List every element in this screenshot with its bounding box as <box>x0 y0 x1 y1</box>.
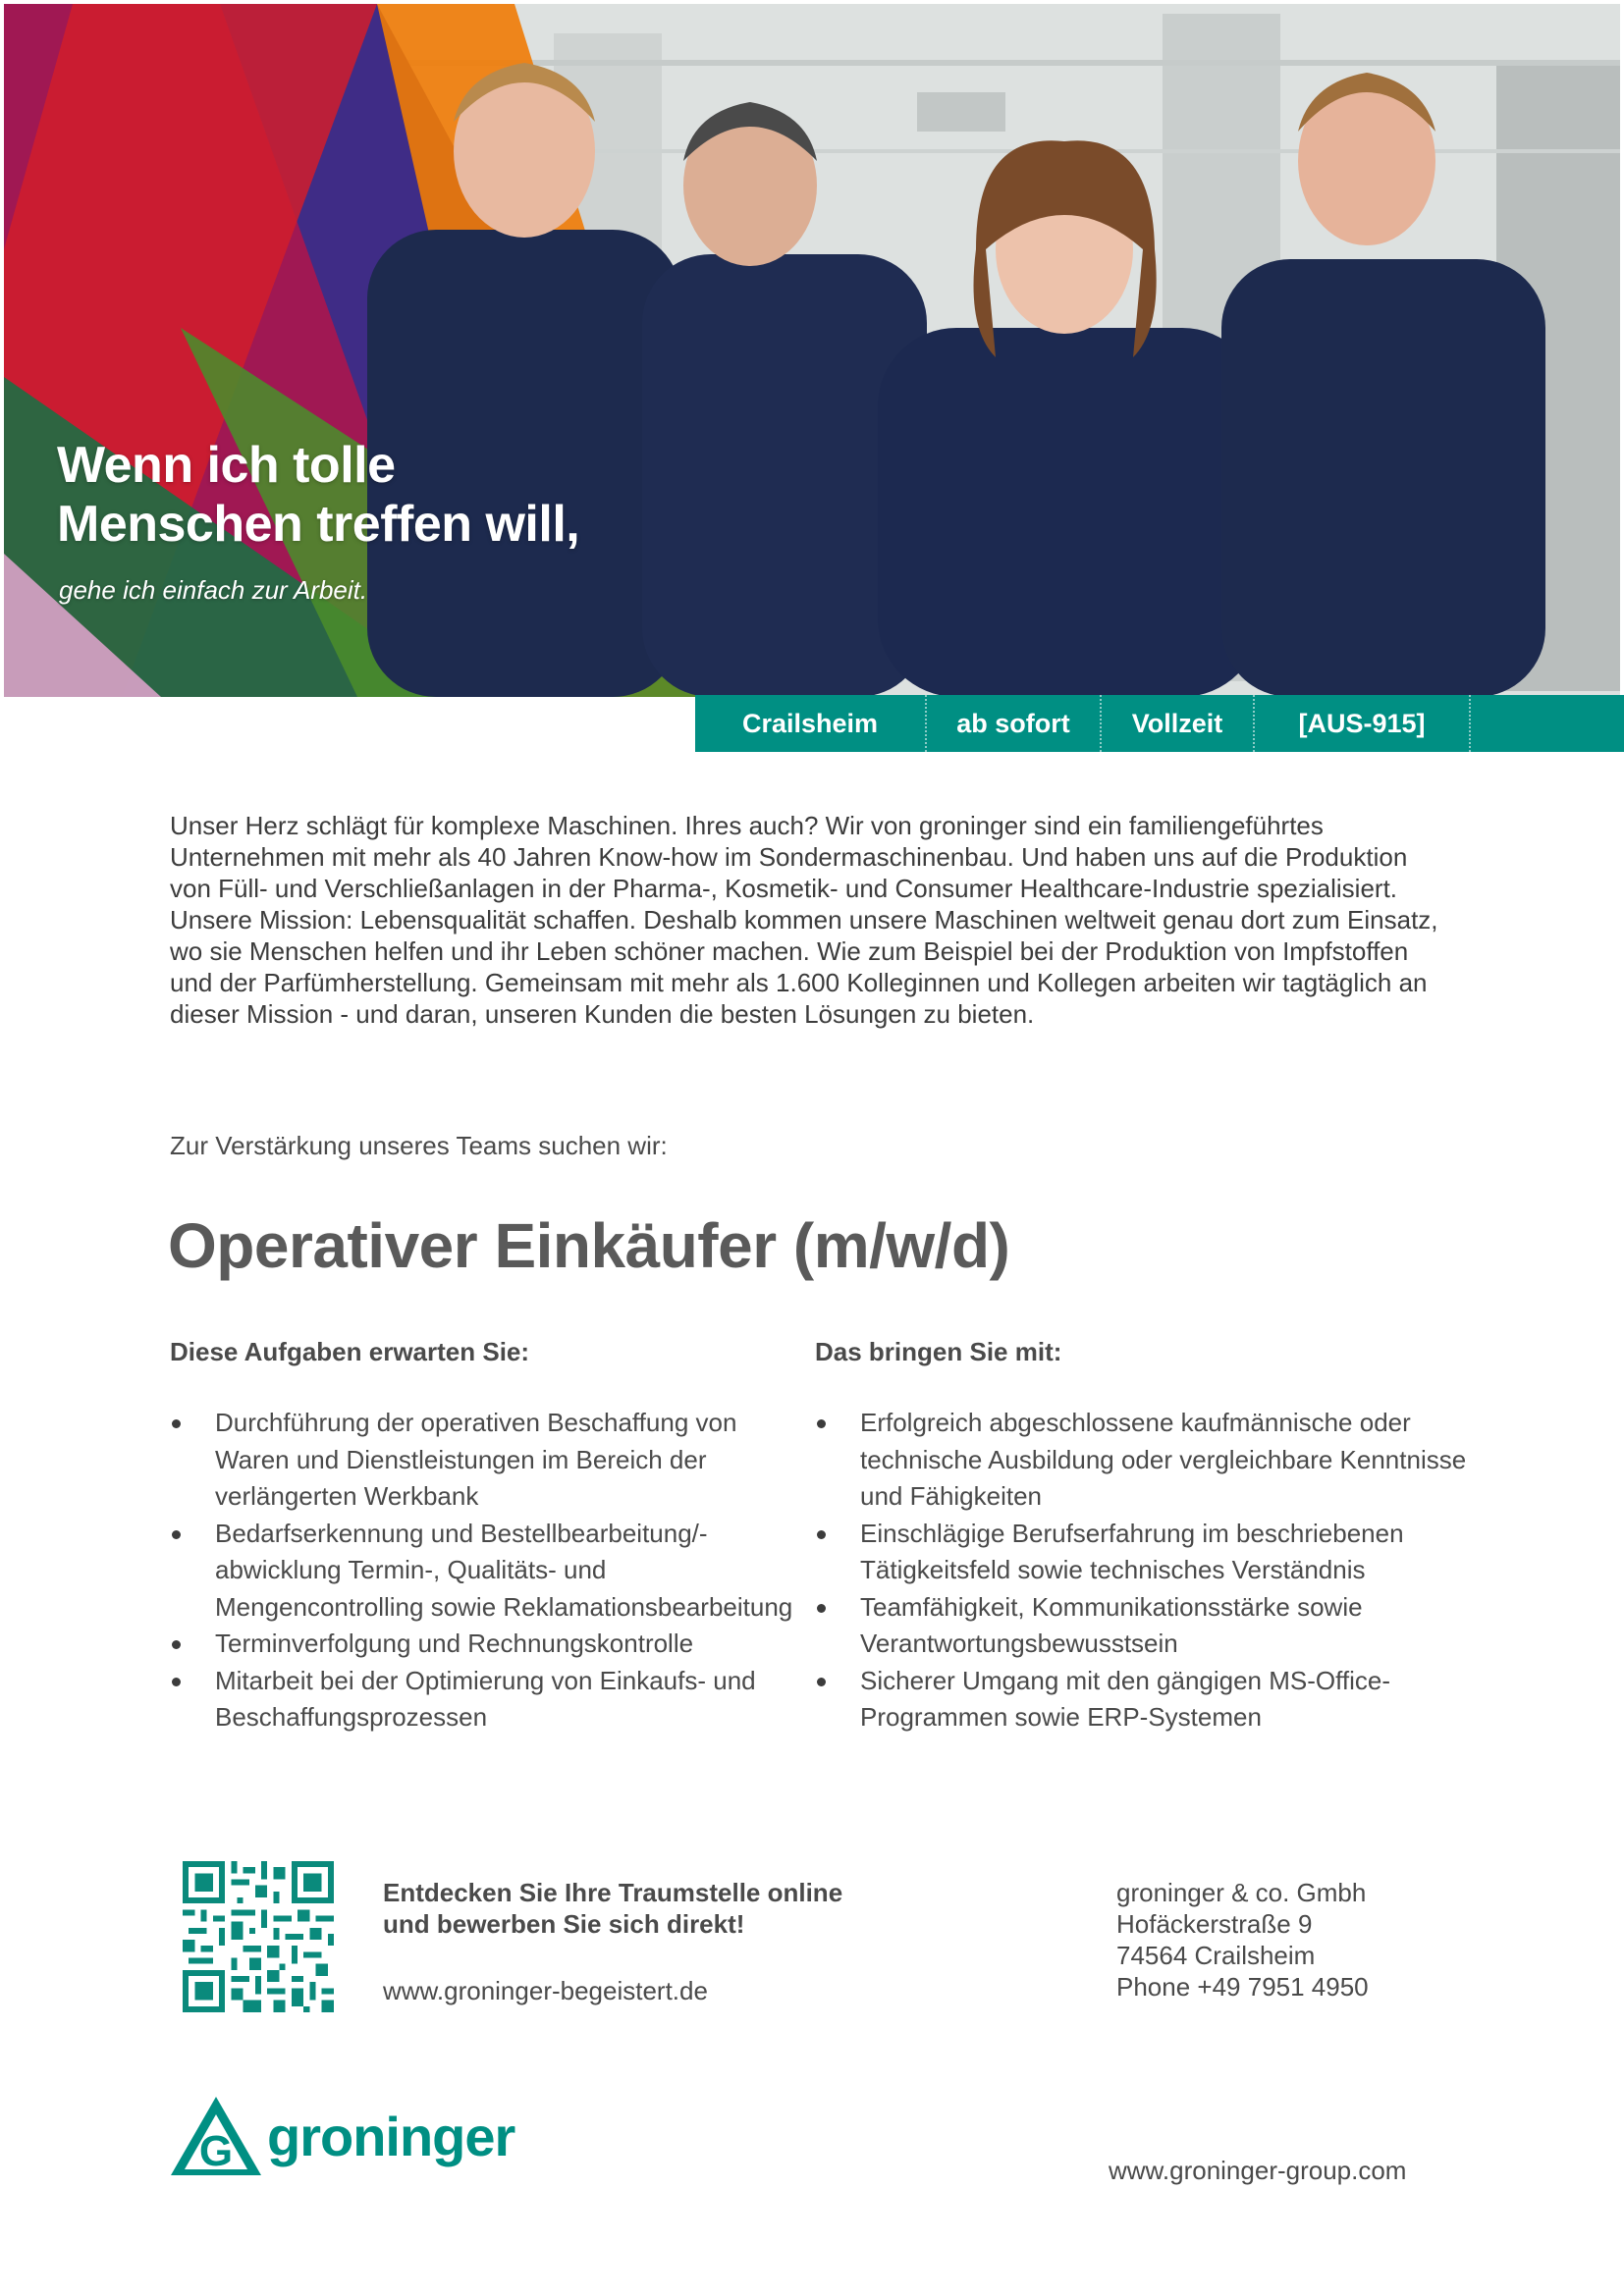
list-item-text: Durchführung der operativen Beschaffung von Waren und Dienstleistungen im Bereich der verlängerten Werkbank <box>215 1408 737 1511</box>
list-item-text: Einschlägige Berufserfahrung im beschriebenen Tätigkeitsfeld sowie technisches Verständnis <box>860 1518 1404 1584</box>
job-title: Operativer Einkäufer (m/w/d) <box>168 1210 1010 1281</box>
bullet-icon <box>172 1530 181 1539</box>
job-info-bar <box>695 695 1624 752</box>
career-website-link[interactable]: www.groninger-begeistert.de <box>383 1976 708 2005</box>
list-item <box>170 1405 798 1516</box>
company-city: 74564 Crailsheim <box>1116 1941 1316 1970</box>
company-address <box>1116 1877 1369 2002</box>
company-phone[interactable]: Phone +49 7951 4950 <box>1116 1972 1369 2002</box>
profile-list <box>815 1405 1502 1736</box>
logo-letter: G <box>198 2127 234 2175</box>
list-item <box>815 1405 1502 1516</box>
bullet-icon <box>172 1419 181 1428</box>
job-location: Crailsheim <box>695 695 927 752</box>
job-type: Vollzeit <box>1102 695 1255 752</box>
list-item-text: Erfolgreich abgeschlossene kaufmännische oder technische Ausbildung oder vergleichbare Kenntnisse und Fähigkeiten <box>860 1408 1467 1511</box>
hero-image <box>4 4 1620 697</box>
list-item <box>170 1626 798 1663</box>
bullet-icon <box>172 1640 181 1649</box>
intro-paragraph: Unser Herz schlägt für komplexe Maschinen. Ihres auch? Wir von groninger sind ein familiengeführtes Unternehmen mit mehr als 40 Jahren Know-how im Sondermaschinenbau. Und haben uns auf die Produktion von Füll- und Verschließanlagen in der Pharma-, Kosmetik- und Consumer Healthcare-Industrie spezialisiert. Unsere Mission: Lebensqualität schaffen. Deshalb kommen unsere Maschinen weltweit genau dort zum Einsatz, wo sie Menschen helfen und ihr Leben schöner machen. Wie zum Beispiel bei der Produktion von Impfstoffen und der Parfümherstellung. Gemeinsam mit mehr als 1.600 Kolleginnen und Kollegen arbeiten wir tagtäglich an dieser Mission - und daran, unseren Kunden die besten Lösungen zu bieten. <box>170 811 1438 1029</box>
list-item-text: Sicherer Umgang mit den gängigen MS-Office-Programmen sowie ERP-Systemen <box>860 1665 1390 1732</box>
list-item <box>170 1516 798 1627</box>
cta-line1: Entdecken Sie Ihre Traumstelle online <box>383 1878 843 1907</box>
bullet-icon <box>172 1678 181 1686</box>
list-item-text: Bedarfserkennung und Bestellbearbeitung/-abwicklung Termin-, Qualitäts- und Mengencontrolling sowie Reklamationsbearbeitung <box>215 1518 793 1622</box>
list-item <box>815 1663 1502 1736</box>
list-item-text: Teamfähigkeit, Kommunikationsstärke sowie Verantwortungsbewusstsein <box>860 1591 1363 1658</box>
cta-text <box>383 1877 842 1940</box>
list-item <box>815 1589 1502 1663</box>
hero-headline-line1: Wenn ich tolle <box>57 437 396 494</box>
bullet-icon <box>817 1530 826 1539</box>
list-item-text: Mitarbeit bei der Optimierung von Einkaufs- und Beschaffungsprozessen <box>215 1665 756 1732</box>
bullet-icon <box>817 1678 826 1686</box>
hero-subline: gehe ich einfach zur Arbeit. <box>59 575 368 605</box>
list-item <box>815 1516 1502 1589</box>
qr-code-icon[interactable] <box>183 1861 334 2012</box>
lead-text: Zur Verstärkung unseres Teams suchen wir: <box>170 1131 668 1160</box>
bullet-icon <box>817 1419 826 1428</box>
list-item-text: Terminverfolgung und Rechnungskontrolle <box>215 1629 694 1658</box>
tasks-section <box>170 1337 798 1736</box>
company-name: groninger & co. Gmbh <box>1116 1878 1367 1907</box>
group-website-link[interactable]: www.groninger-group.com <box>1109 2156 1407 2185</box>
tasks-list <box>170 1405 798 1736</box>
bullet-icon <box>817 1604 826 1613</box>
profile-heading: Das bringen Sie mit: <box>815 1337 1062 1366</box>
job-reference: [AUS-915] <box>1255 695 1471 752</box>
job-start: ab sofort <box>927 695 1102 752</box>
company-street: Hofäckerstraße 9 <box>1116 1909 1313 1939</box>
cta-line2: und bewerben Sie sich direkt! <box>383 1909 745 1939</box>
list-item <box>170 1663 798 1736</box>
hero-headline <box>57 436 579 554</box>
groninger-logo-icon <box>167 2093 265 2179</box>
tasks-heading: Diese Aufgaben erwarten Sie: <box>170 1337 530 1366</box>
hero-headline-line2: Menschen treffen will, <box>57 496 580 553</box>
groninger-logo <box>167 2091 530 2181</box>
logo-wordmark: groninger <box>267 2105 515 2167</box>
profile-section <box>815 1337 1502 1736</box>
